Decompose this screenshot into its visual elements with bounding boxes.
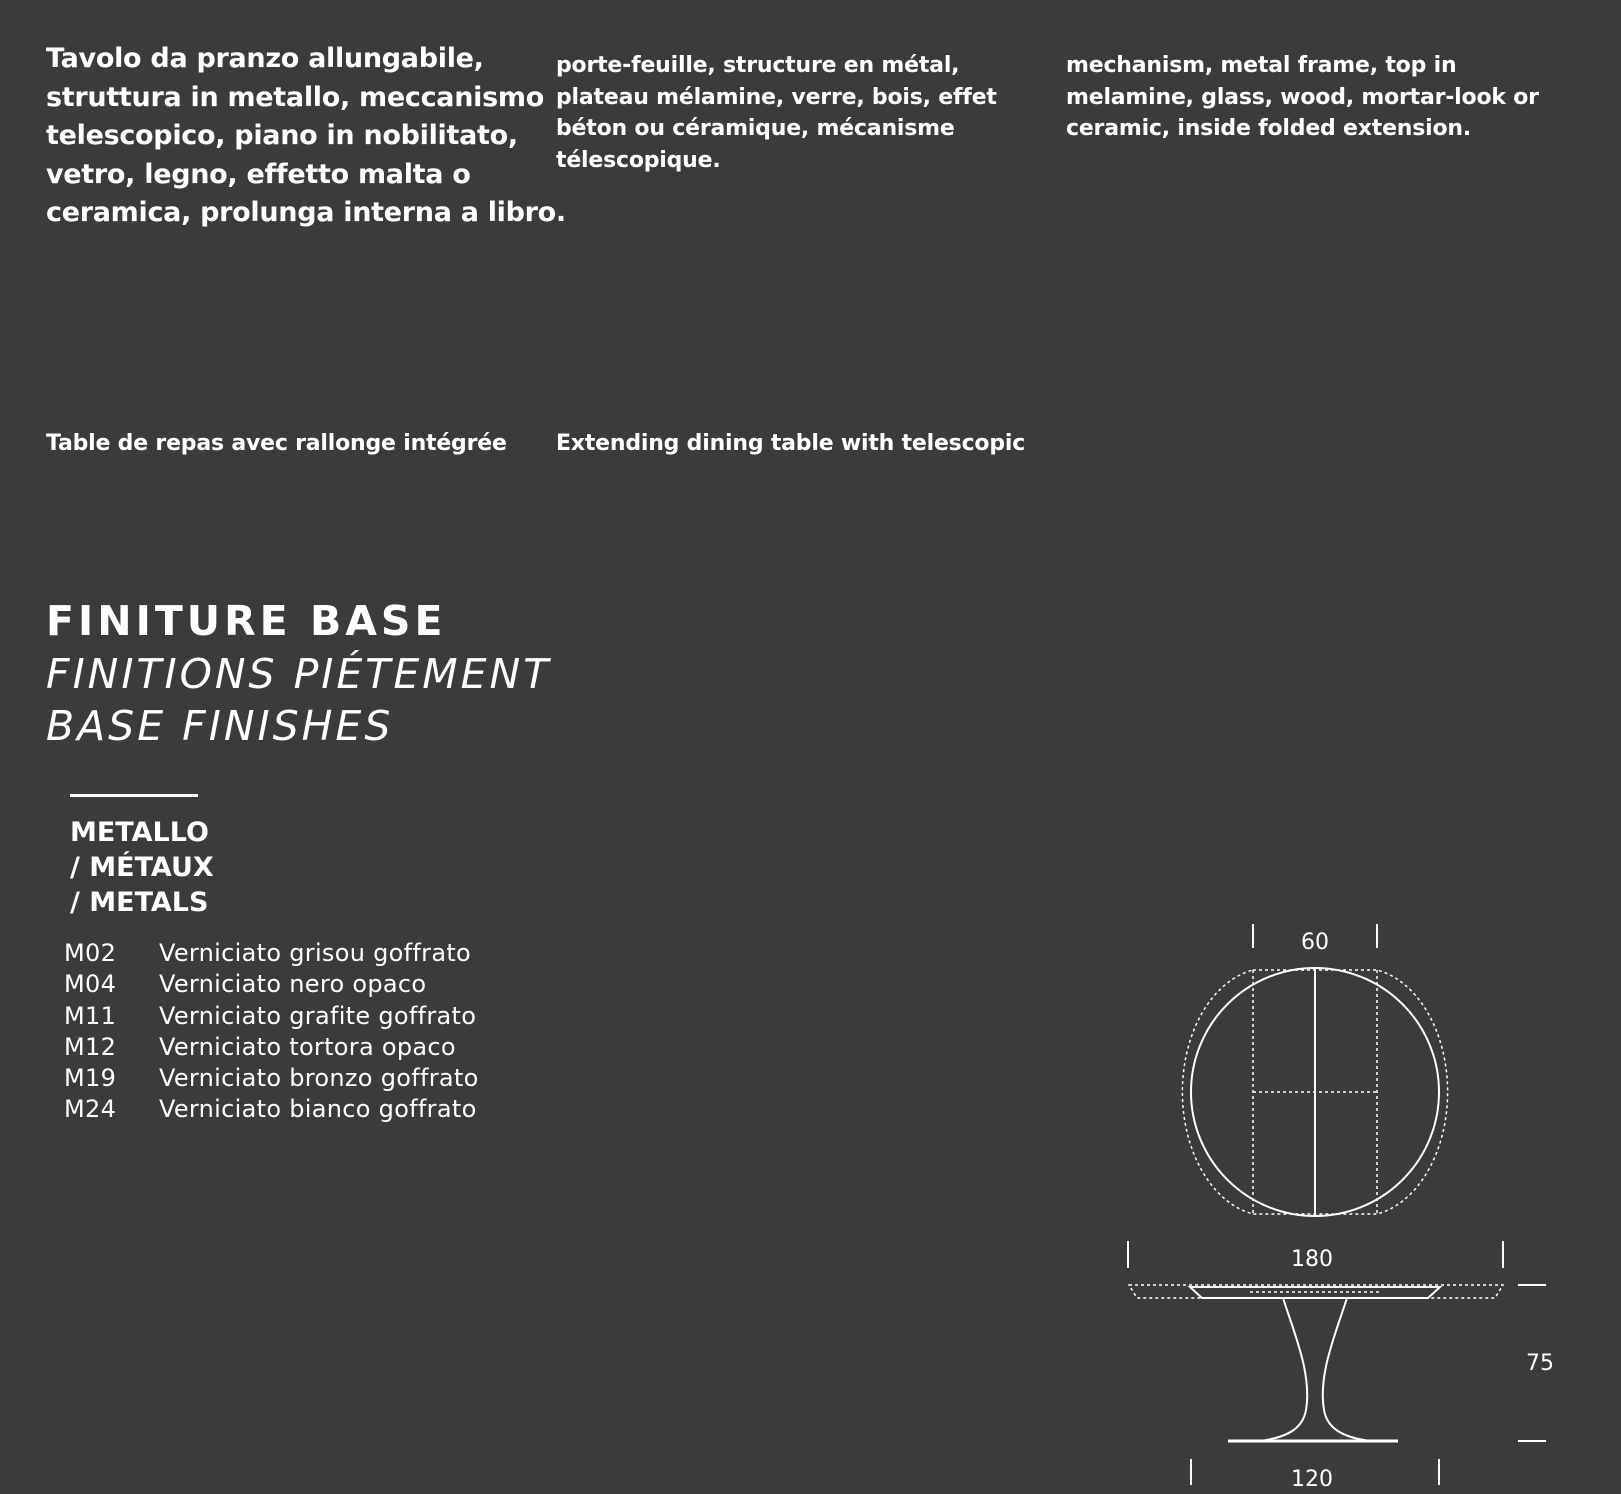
finish-code: M12	[64, 1032, 117, 1061]
category-french: / MÉTAUX	[70, 852, 214, 883]
finish-name: Verniciato grafite goffrato	[159, 1001, 477, 1030]
finish-item	[64, 1063, 479, 1094]
finish-code: M19	[64, 1064, 117, 1093]
finish-item	[64, 1032, 479, 1063]
finish-list	[64, 938, 479, 1126]
description-french: porte-feuille, structure en métal, plateau mélamine, verre, bois, effet béton ou céramique, mécanisme télescopique.	[556, 53, 997, 173]
finish-item	[64, 969, 479, 1000]
category-italian: METALLO	[70, 817, 209, 848]
finish-code: M11	[64, 1001, 117, 1030]
finish-item	[64, 1094, 479, 1125]
side-view	[1128, 1241, 1546, 1485]
top-profile	[1190, 1287, 1440, 1298]
dim-label-extension: 60	[1301, 930, 1329, 955]
finish-name: Verniciato grisou goffrato	[159, 939, 472, 967]
pedestal-left-curve	[1260, 1298, 1307, 1441]
finishes-title-french: FINITIONS PIÉTEMENT	[46, 650, 552, 698]
finishes-title-italian: FINITURE BASE	[46, 597, 447, 645]
description-english-heading: Extending dining table with telescopic	[556, 431, 1026, 456]
finish-name: Verniciato nero opaco	[159, 970, 427, 999]
category-divider	[70, 794, 198, 797]
finish-item	[64, 1001, 479, 1032]
category-english: / METALS	[70, 887, 209, 918]
table-technical-drawing	[1100, 905, 1560, 1490]
finish-category	[70, 815, 214, 920]
finish-code: M24	[64, 1095, 117, 1124]
description-italian: Tavolo da pranzo allungabile, struttura in metallo, meccanismo telescopico, piano in nobilitato, vetro, legno, effetto malta o ceramica, prolunga interna a libro.	[46, 43, 566, 228]
description-french-heading: Table de repas avec rallonge intégrée	[46, 431, 507, 456]
dim-label-diameter: 120	[1291, 1467, 1333, 1490]
finish-code: M02	[64, 939, 117, 967]
finish-name: Verniciato bronzo goffrato	[159, 1064, 479, 1093]
top-view	[1182, 924, 1447, 1216]
description-english: mechanism, metal frame, top in melamine, glass, wood, mortar-look or ceramic, inside folded extension.	[1066, 53, 1539, 141]
finishes-title-english: BASE FINISHES	[46, 702, 394, 750]
finish-name: Verniciato tortora opaco	[159, 1032, 456, 1061]
dim-label-height: 75	[1526, 1351, 1554, 1376]
finish-name: Verniciato bianco goffrato	[159, 1095, 477, 1124]
finish-code: M04	[64, 970, 117, 999]
dim-label-extended-length: 180	[1291, 1247, 1333, 1272]
finish-item	[64, 938, 479, 969]
pedestal-right-curve	[1323, 1298, 1370, 1441]
